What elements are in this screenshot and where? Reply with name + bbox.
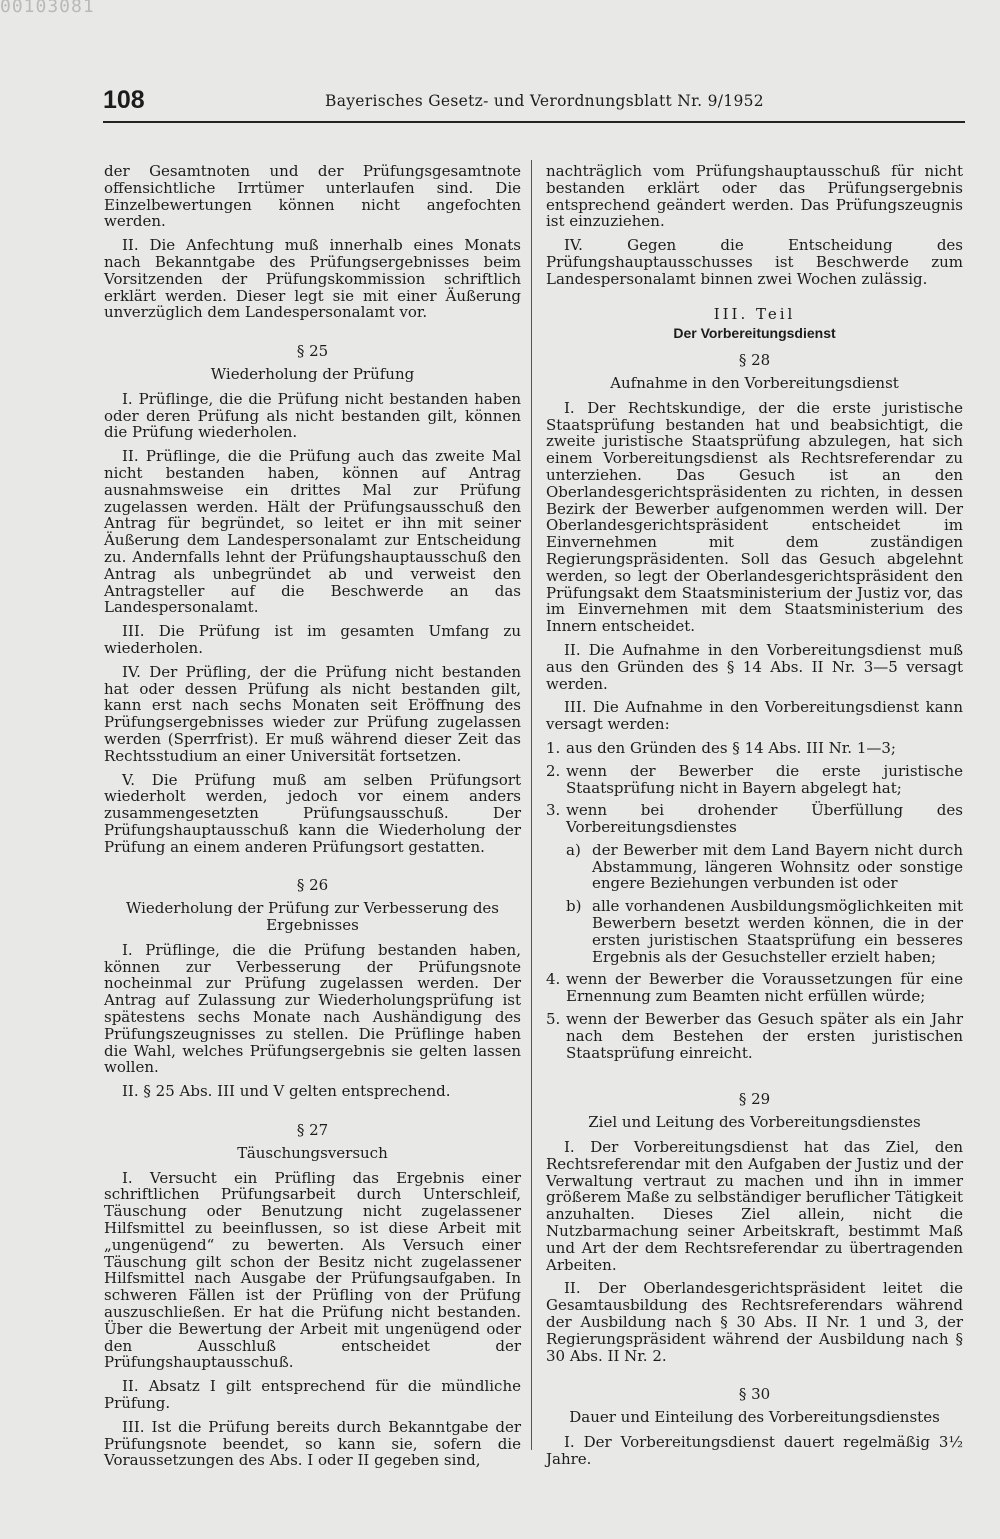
paragraph: IV. Der Prüfling, der die Prüfung nicht bestanden hat oder dessen Prüfung als nicht bestanden gilt, kann erst nach sechs Monaten seit Eröffnung des Prüfungsergebnisses wieder zur Prüfung zugelassen werden (Sperrfrist). Er muß während dieser Zeit das Rechtsstudium an einer Universität fortsetzen. bbox=[104, 662, 521, 765]
paragraph: III. Die Aufnahme in den Vorbereitungsdienst kann versagt werden: bbox=[546, 698, 963, 734]
list-number: 3. bbox=[546, 801, 561, 820]
right-column bbox=[546, 163, 963, 1475]
paragraph: der Gesamtnoten und der Prüfungsgesamtnote offensichtliche Irrtümer unterlaufen sind. Die Einzelbewertungen können nicht angefochten werden. bbox=[104, 162, 521, 231]
sub-list-item bbox=[566, 898, 963, 965]
paragraph: IV. Gegen die Entscheidung des Prüfungshauptausschusses ist Beschwerde zum Landespersonalamt binnen zwei Wochen zulässig. bbox=[546, 236, 963, 288]
column-divider bbox=[531, 160, 532, 1450]
section-title-29: Ziel und Leitung des Vorbereitungsdienstes bbox=[588, 1113, 921, 1132]
list-item bbox=[546, 740, 963, 757]
paragraph: I. Der Vorbereitungsdienst dauert regelmäßig 3½ Jahre. bbox=[546, 1433, 963, 1468]
sub-list-letter: a) bbox=[566, 840, 581, 859]
list-item bbox=[546, 802, 963, 836]
paragraph: V. Die Prüfung muß am selben Prüfungsort wiederholt werden, jedoch vor einem anders zusammengesetzten Prüfungsausschuß. Der Prüfungshauptausschuß kann die Wiederholung der Prüfung an einem anderen Prüfungsort gestatten. bbox=[104, 770, 521, 856]
section-title-28: Aufnahme in den Vorbereitungsdienst bbox=[610, 373, 899, 392]
sub-list-letter: b) bbox=[566, 897, 582, 916]
list-number: 2. bbox=[546, 761, 561, 780]
section-heading-30: § 30 bbox=[738, 1385, 771, 1404]
list-item bbox=[546, 763, 963, 797]
sub-list-text: der Bewerber mit dem Land Bayern nicht durch Abstammung, längeren Wohnsitz oder sonstige engere Beziehungen verbunden ist oder bbox=[592, 840, 963, 893]
paragraph: II. Absatz I gilt entsprechend für die mündliche Prüfung. bbox=[104, 1377, 521, 1412]
header-rule bbox=[103, 121, 965, 123]
paragraph: I. Der Vorbereitungsdienst hat das Ziel, den Rechtsreferendar mit den Aufgaben der Justiz und der Verwaltung vertraut zu machen und ihn in immer größerem Maße zu selbständiger beruflicher Tätigkeit anzuhalten. Dieses Ziel allein, nicht die Nutzbarmachung seiner Arbeitskraft, bestimmt Maß und Art der dem Rechtsreferendar zu übertragenden Arbeiten. bbox=[546, 1138, 963, 1274]
page-number: 108 bbox=[103, 86, 145, 114]
paragraph: II. Die Aufnahme in den Vorbereitungsdienst muß aus den Gründen des § 14 Abs. II Nr. 3—5 versagt werden. bbox=[546, 640, 963, 693]
paragraph: I. Prüflinge, die die Prüfung nicht bestanden haben oder deren Prüfung als nicht bestanden gilt, können die Prüfung wiederholen. bbox=[104, 389, 521, 442]
section-title-27: Täuschungsversuch bbox=[237, 1143, 388, 1162]
section-heading-28: § 28 bbox=[738, 351, 771, 370]
paragraph: II. Prüflinge, die die Prüfung auch das zweite Mal nicht bestanden haben, können auf Antrag ausnahmsweise ein drittes Mal zur Prüfung zugelassen werden. Hält der Prüfungsausschuß den Antrag für begründet, so leitet er ihn mit seiner Äußerung dem Landespersonalamt zur Entscheidung zu. Andernfalls lehnt der Prüfungshauptausschuß den Antrag als unbegründet ab und verweist den Antragsteller auf die Beschwerde an das Landespersonalamt. bbox=[104, 447, 521, 617]
section-heading-29: § 29 bbox=[738, 1090, 771, 1109]
section-title-26: Wiederholung der Prüfung zur Verbesserung des Ergebnisses bbox=[125, 899, 500, 935]
list-text: wenn der Bewerber die Voraussetzungen für eine Ernennung zum Beamten nicht erfüllen würde; bbox=[566, 970, 963, 1006]
list-text: wenn bei drohender Überfüllung des Vorbereitungsdienstes bbox=[566, 801, 963, 837]
paragraph: I. Versucht ein Prüfling das Ergebnis einer schriftlichen Prüfungsarbeit durch Unterschleif, Täuschung oder Benutzung nicht zugelassener Hilfsmittel zu beeinflussen, so ist diese Arbeit mit „ungenügend“ zu bewerten. Als Versuch einer Täuschung gilt schon der Besitz nicht zugelassener Hilfsmittel nach Ausgabe der Prüfungsaufgaben. In schweren Fällen ist der Prüfling von der Prüfung auszuschließen. Er hat die Prüfung nicht bestanden. Über die Bewertung der Arbeit mit ungenügend oder den Ausschluß entscheidet der Prüfungshauptausschuß. bbox=[104, 1168, 521, 1372]
paragraph: III. Ist die Prüfung bereits durch Bekanntgabe der Prüfungsnote beendet, so kann sie, sofern die Voraussetzungen des Abs. I oder II gegeben sind, bbox=[104, 1417, 521, 1470]
page-header bbox=[103, 86, 963, 122]
gazette-title: Bayerisches Gesetz- und Verordnungsblatt Nr. 9/1952 bbox=[325, 92, 764, 110]
sub-list-text: alle vorhandenen Ausbildungsmöglichkeiten mit Bewerbern besetzt werden können, die in der ersten juristischen Staatsprüfung ein besseres Ergebnis als der Gesuchsteller erzielt haben; bbox=[592, 897, 963, 966]
list-number: 1. bbox=[546, 738, 561, 757]
scan-id: 00103081 bbox=[0, 0, 95, 17]
paragraph: II. § 25 Abs. III und V gelten entsprechend. bbox=[122, 1082, 451, 1101]
list-item bbox=[546, 1011, 963, 1061]
section-title-30: Dauer und Einteilung des Vorbereitungsdienstes bbox=[569, 1408, 940, 1427]
list-text: wenn der Bewerber die erste juristische Staatsprüfung nicht in Bayern abgelegt hat; bbox=[566, 761, 963, 797]
list-number: 4. bbox=[546, 970, 561, 989]
list-item bbox=[546, 971, 963, 1005]
sub-list-item bbox=[566, 842, 963, 892]
list-text: wenn der Bewerber das Gesuch später als ein Jahr nach dem Bestehen der ersten juristischen Staatsprüfung einreicht. bbox=[566, 1010, 963, 1062]
paragraph: II. Die Anfechtung muß innerhalb eines Monats nach Bekanntgabe des Prüfungsergebnisses beim Vorsitzenden der Prüfungskommission schriftlich erklärt werden. Dieser legt sie mit einer Äußerung unverzüglich dem Landespersonalamt vor. bbox=[104, 236, 521, 322]
section-heading-26: § 26 bbox=[296, 876, 329, 895]
list-number: 5. bbox=[546, 1010, 561, 1029]
part-heading: III. Teil bbox=[713, 304, 796, 323]
list-text: aus den Gründen des § 14 Abs. III Nr. 1—3; bbox=[566, 738, 896, 757]
section-heading-27: § 27 bbox=[296, 1121, 329, 1140]
paragraph: nachträglich vom Prüfungshauptausschuß für nicht bestanden erklärt oder das Prüfungsergebnis entsprechend geändert werden. Das Prüfungszeugnis ist einzuziehen. bbox=[546, 162, 963, 231]
paragraph: I. Der Rechtskundige, der die erste juristische Staatsprüfung bestanden hat und beabsichtigt, die zweite juristische Staatsprüfung abzulegen, hat sich einem Vorbereitungsdienst als Rechtsreferendar zu unterziehen. Das Gesuch ist an den Oberlandesgerichtspräsidenten zu richten, in dessen Bezirk der Bewerber aufgenommen werden will. Der Oberlandesgerichtspräsident entscheidet im Einvernehmen mit dem zuständigen Regierungspräsidenten. Soll das Gesuch abgelehnt werden, so legt der Oberlandesgerichtspräsident den Prüfungsakt dem Staatsministerium der Justiz vor, das im Einvernehmen mit dem Staatsministerium des Innern entscheidet. bbox=[546, 398, 963, 636]
section-heading-25: § 25 bbox=[296, 342, 329, 361]
paragraph: III. Die Prüfung ist im gesamten Umfang zu wiederholen. bbox=[104, 622, 521, 657]
part-title: Der Vorbereitungsdienst bbox=[673, 325, 836, 342]
left-column bbox=[104, 163, 521, 1476]
paragraph: II. Der Oberlandesgerichtspräsident leitet die Gesamtausbildung des Rechtsreferendars während der Ausbildung nach § 30 Abs. II Nr. 1 und 3, der Regierungspräsident während der Ausbildung nach § 30 Abs. II Nr. 2. bbox=[546, 1279, 963, 1365]
section-title-25: Wiederholung der Prüfung bbox=[210, 364, 415, 383]
paragraph: I. Prüflinge, die die Prüfung bestanden haben, können zur Verbesserung der Prüfungsnote nocheinmal zur Prüfung zugelassen werden. Der Antrag auf Zulassung zur Wiederholungsprüfung ist spätestens sechs Monate nach Aushändigung des Prüfungszeugnisses zu stellen. Die Prüflinge haben die Wahl, welches Prüfungsergebnis sie gelten lassen wollen. bbox=[104, 940, 521, 1077]
